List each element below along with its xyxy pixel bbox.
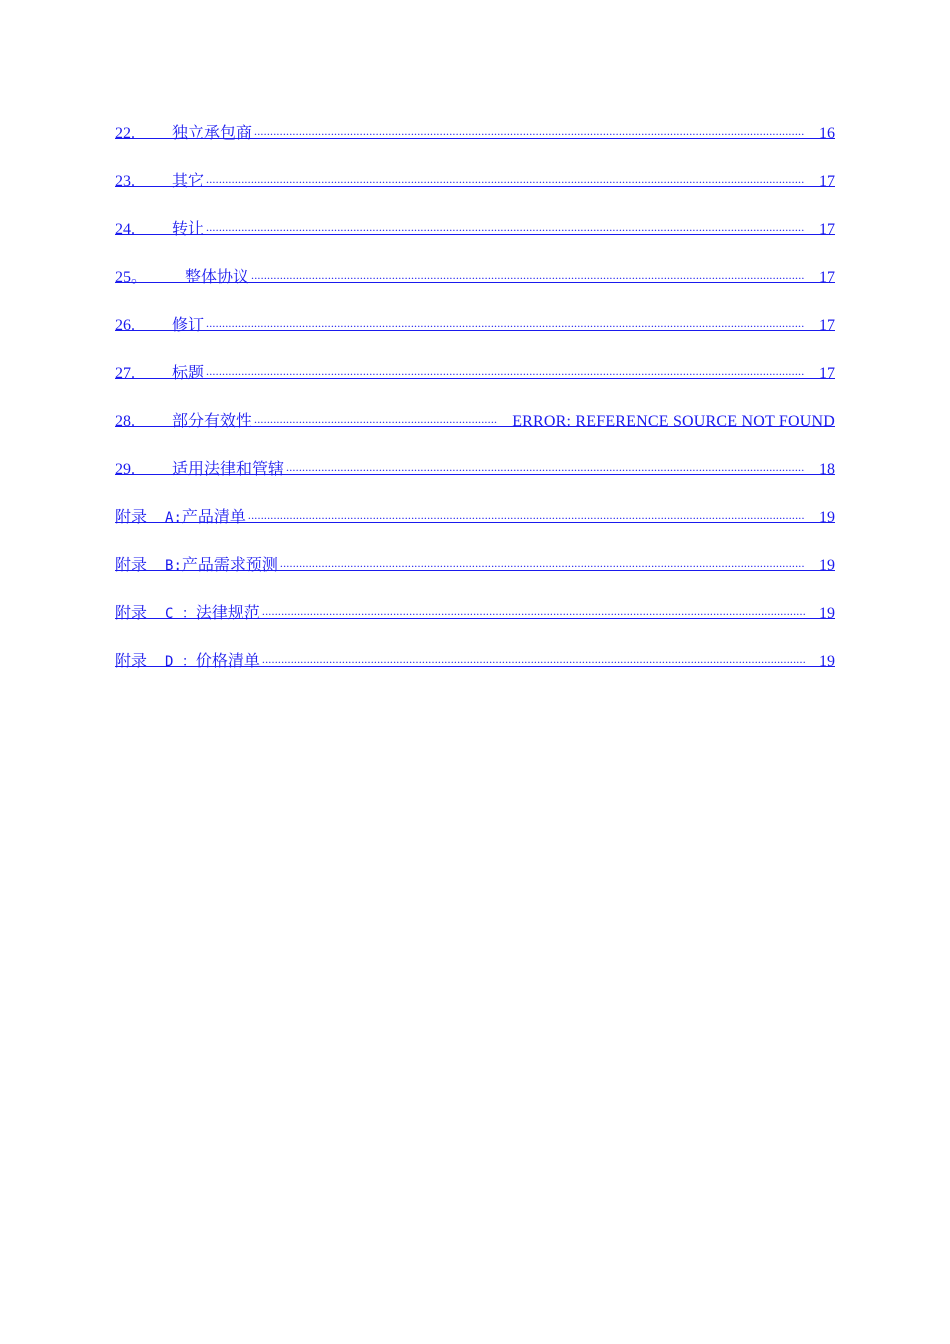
toc-appendix-a[interactable] bbox=[115, 498, 835, 546]
toc-entry-page: 17 bbox=[819, 173, 835, 190]
dot-leader bbox=[262, 642, 805, 666]
toc-entry-page: 16 bbox=[819, 125, 835, 142]
toc-entry-title: 修订 bbox=[172, 315, 205, 334]
appendix-prefix: 附录 bbox=[115, 507, 148, 526]
toc-entry-page: 19 bbox=[819, 653, 835, 670]
toc-entry-number: 24. bbox=[115, 221, 135, 238]
dot-leader bbox=[206, 210, 805, 234]
toc-entry-number: 26. bbox=[115, 317, 135, 334]
toc-entry-page-error: ERROR: REFERENCE SOURCE NOT FOUND bbox=[512, 413, 835, 430]
appendix-prefix: 附录 bbox=[115, 555, 148, 574]
toc-entry-number: 22. bbox=[115, 125, 135, 142]
appendix-letter: A: bbox=[165, 510, 182, 526]
toc-entry-27[interactable] bbox=[115, 354, 835, 402]
toc-entry-number: 27. bbox=[115, 365, 135, 382]
toc-entry-title: 部分有效性 bbox=[172, 411, 253, 430]
toc-entry-25[interactable] bbox=[115, 258, 835, 306]
toc-entry-26[interactable] bbox=[115, 306, 835, 354]
toc-appendix-d[interactable] bbox=[115, 642, 835, 690]
toc-entry-number: 23. bbox=[115, 173, 135, 190]
appendix-letter: B: bbox=[165, 558, 182, 574]
toc-entry-22[interactable] bbox=[115, 114, 835, 162]
dot-leader bbox=[254, 402, 498, 426]
toc-entry-page: 17 bbox=[819, 317, 835, 334]
toc-entry-23[interactable] bbox=[115, 162, 835, 210]
toc-entry-page: 17 bbox=[819, 221, 835, 238]
appendix-prefix: 附录 bbox=[115, 603, 148, 622]
toc-entry-title: 产品需求预测 bbox=[181, 555, 278, 574]
toc-entry-title: 整体协议 bbox=[185, 267, 250, 286]
appendix-letter: D ： bbox=[165, 654, 196, 670]
appendix-letter: C ： bbox=[165, 606, 196, 622]
toc-appendix-b[interactable] bbox=[115, 546, 835, 594]
toc-entry-page: 19 bbox=[819, 605, 835, 622]
dot-leader bbox=[206, 306, 805, 330]
dot-leader bbox=[254, 114, 805, 138]
toc-entry-title: 产品清单 bbox=[181, 507, 246, 526]
dot-leader bbox=[286, 450, 805, 474]
toc-entry-title: 适用法律和管辖 bbox=[172, 459, 285, 478]
toc-entry-page: 17 bbox=[819, 365, 835, 382]
toc-entry-page: 17 bbox=[819, 269, 835, 286]
toc-entry-page: 19 bbox=[819, 509, 835, 526]
table-of-contents bbox=[115, 114, 835, 690]
dot-leader bbox=[280, 546, 805, 570]
toc-entry-page: 18 bbox=[819, 461, 835, 478]
dot-leader bbox=[248, 498, 805, 522]
toc-entry-number: 25。 bbox=[115, 269, 148, 286]
toc-entry-number: 28. bbox=[115, 413, 135, 430]
toc-entry-29[interactable] bbox=[115, 450, 835, 498]
dot-leader bbox=[262, 594, 805, 618]
toc-entry-title: 标题 bbox=[172, 363, 205, 382]
toc-entry-number: 29. bbox=[115, 461, 135, 478]
toc-entry-24[interactable] bbox=[115, 210, 835, 258]
dot-leader bbox=[206, 354, 805, 378]
toc-entry-title: 其它 bbox=[172, 171, 205, 190]
dot-leader bbox=[206, 162, 805, 186]
toc-entry-page: 19 bbox=[819, 557, 835, 574]
toc-entry-title: 独立承包商 bbox=[172, 123, 253, 142]
dot-leader bbox=[251, 258, 805, 282]
toc-entry-title: 价格清单 bbox=[195, 651, 260, 670]
toc-entry-title: 法律规范 bbox=[195, 603, 260, 622]
toc-appendix-c[interactable] bbox=[115, 594, 835, 642]
toc-entry-title: 转让 bbox=[172, 219, 205, 238]
appendix-prefix: 附录 bbox=[115, 651, 148, 670]
toc-entry-28[interactable] bbox=[115, 402, 835, 450]
